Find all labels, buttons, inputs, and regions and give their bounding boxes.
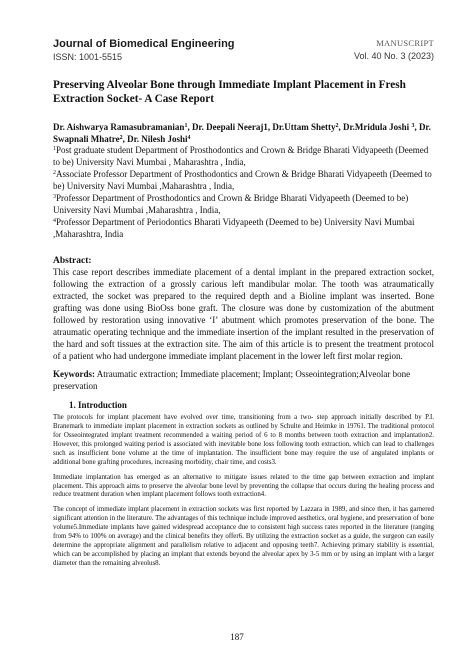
keywords-text: Atraumatic extraction; Immediate placement; Implant; Osseointegration;Alveolar bone preservation xyxy=(53,368,411,391)
header-left xyxy=(53,38,235,62)
paper-title: Preserving Alveolar Bone through Immediate Implant Placement in Fresh Extraction Socket- A Case Report xyxy=(53,79,406,105)
affiliation-number: 3 xyxy=(53,194,56,201)
author-name: , Dr. Deepali Neeraj1, Dr.Uttam Shetty xyxy=(187,122,336,132)
affiliation-text: Post graduate student Department of Prosthodontics and Crown & Bridge Bharati Vidyapeeth (Deemed to be) University Navi Mumbai , Maharashtra , India, xyxy=(53,145,429,168)
author-sup: 4 xyxy=(187,135,191,142)
affiliation-number: 4 xyxy=(53,218,56,225)
author-name: , Dr.Mridula Joshi xyxy=(338,122,412,132)
author-sup: 3 xyxy=(411,123,415,129)
author-sup: 2 xyxy=(119,135,123,142)
journal-title: Journal of Biomedical Engineering xyxy=(53,38,235,50)
affiliation xyxy=(53,217,434,241)
author-list xyxy=(53,121,434,145)
affiliation xyxy=(53,145,434,169)
author-name: Dr. Aishwarya Ramasubramanian xyxy=(53,122,185,132)
affiliation-number: 2 xyxy=(53,170,56,177)
section-heading: 1. Introduction xyxy=(69,399,127,410)
manuscript-label: MANUSCRIPT xyxy=(376,38,434,48)
affiliation-number: 1 xyxy=(53,146,56,153)
body-paragraph: The concept of immediate implant placement in extraction sockets was first reported by Lazzara in 1989, and since then, it has garnered significant attention in the literature. The advantages of this technique include improved aesthetics, oral hygiene, and preservation of bone volume5.Immediate implants have gained widespread acceptance due to consistent high success rates reported in the literature (ranging from 94% to 100% on average) and the clinical benefits they offer6. By utilizing the extraction socket as a guide, the surgeon can easily determine the appropriate alignment and parallelism relative to adjacent and opposing teeth7. Achieving primary stability is essential, which can be accomplished by placing an implant that extends beyond the alveolar apex by 3-5 mm or by using an implant with a larger diameter than the remaining alveolus8. xyxy=(53,506,434,568)
keywords-label: Keywords: xyxy=(53,368,95,379)
affiliation-list xyxy=(53,145,434,241)
header-right xyxy=(354,38,434,61)
body-paragraph: The protocols for implant placement have evolved over time, transitioning from a two- step approach initially described by P.I. Branemark to immediate implant placement in extraction sockets as outlined by Schulte and Heimke in 19761. The traditional protocol for Osseointegrated implant treatment recommended a waiting period of 6 to 8 months between tooth extraction and implantation2. However, this prolonged waiting period is associated with inevitable bone loss following tooth extraction, which can lead to challenges such as insufficient bone volume at the time of implantation. The insufficient bone may require the use of angulated implants or additional bone grafting procedures, increasing morbidity, chair time, and costs3. xyxy=(53,413,434,466)
affiliation-text: Professor Department of Periodontics Bharati Vidyapeeth (Deemed to be) University Navi Mumbai ,Maharashtra, India xyxy=(53,217,415,240)
affiliation-text: Associate Professor Department of Prosthodontics and Crown & Bridge Bharati Vidyapeeth (Deemed to be) University Navi Mumbai ,Maharashtra , India, xyxy=(53,169,432,192)
affiliation xyxy=(53,169,434,193)
page-number: 187 xyxy=(230,632,244,642)
author-name: , Dr. Nilesh Joshi xyxy=(122,134,188,145)
journal-header xyxy=(53,38,434,62)
abstract-heading: Abstract: xyxy=(53,256,92,267)
keywords xyxy=(53,369,434,393)
author-name: , Dr. Swapnali Mhatre xyxy=(53,122,431,145)
affiliation xyxy=(53,193,434,217)
volume-issue: Vol. 40 No. 3 (2023) xyxy=(353,51,434,61)
issn: ISSN: 1001-5515 xyxy=(53,52,123,62)
author-sup: 1 xyxy=(184,123,188,129)
abstract-text: This case report describes immediate placement of a dental implant in the prepared extraction socket, following the extraction of a grossly carious left mandibular molar. The tooth was atraumatically extracted, the socket was prepared to the required depth and a Bioline implant was inserted. Bone grafting was done using BioOss bone graft. The closure was done by customization of the abutment followed by restoration using innovative ‘I’ abutment which promotes preservation of the bone. The atraumatic operating technique and the immediate insertion of the implant resulted in the preservation of the hard and soft tissues at the extraction site. The aim of this article is to present the treatment protocol of a patient who had undergone immediate implant placement in the lower left first molar region. xyxy=(53,267,434,361)
body-paragraph: Immediate implantation has emerged as an alternative to mitigate issues related to the time gap between extraction and implant placement. This approach aims to preserve the alveolar bone level by preventing the collapse that occurs during the healing process and reduce treatment duration when implant placement follows tooth extraction4. xyxy=(53,473,434,499)
author-sup: 2 xyxy=(335,123,339,129)
affiliation-text: Professor Department of Prosthodontics and Crown & Bridge Bharati Vidyapeeth (Deemed to be) University Navi Mumbai ,Maharashtra , India, xyxy=(53,193,409,216)
